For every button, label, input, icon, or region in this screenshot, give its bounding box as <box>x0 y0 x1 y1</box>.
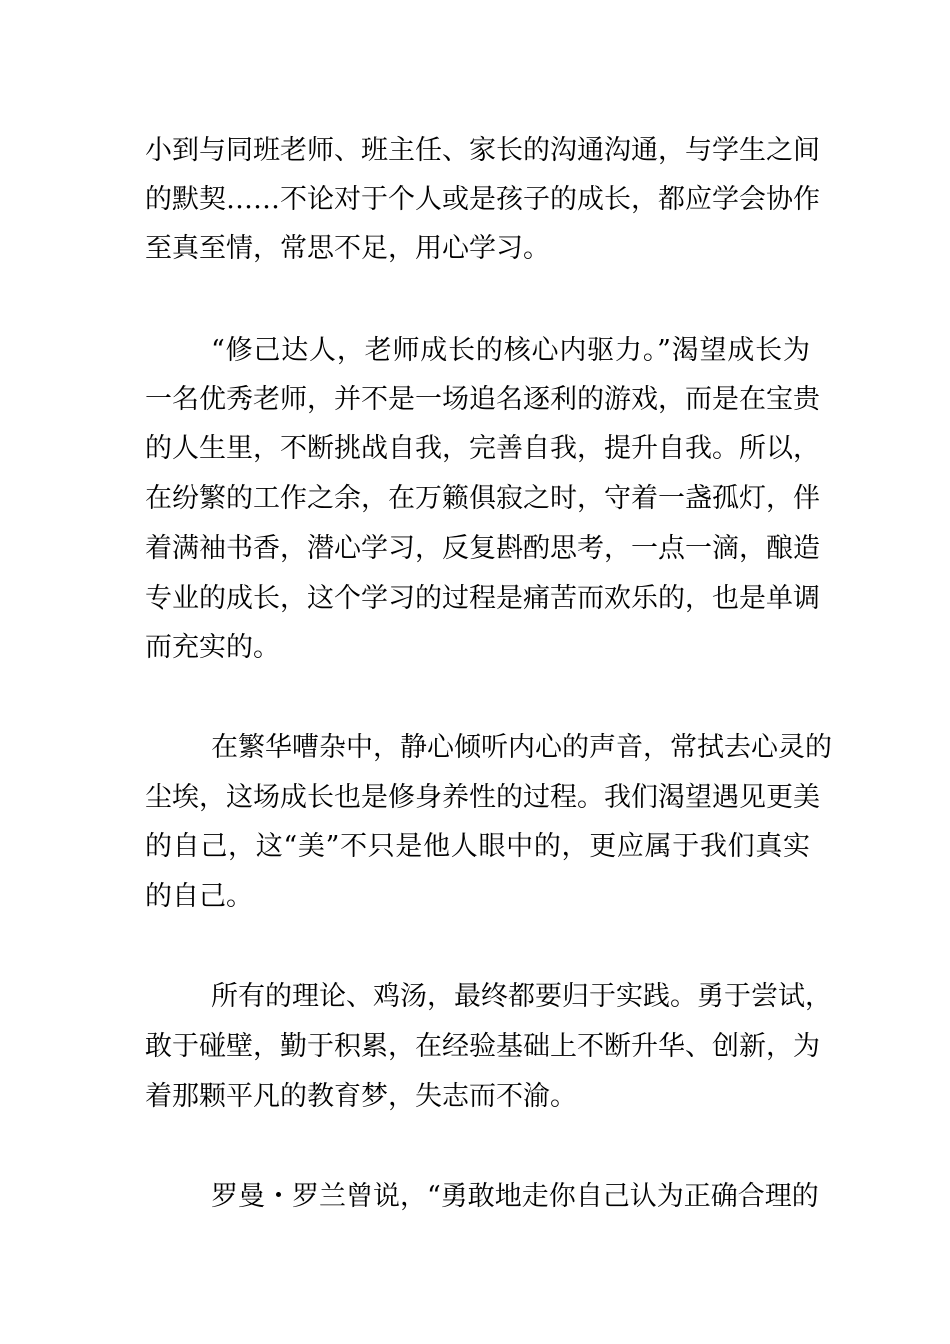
text-line: 尘埃，这场成长也是修身养性的过程。我们渴望遇见更美 <box>145 782 820 813</box>
text-line: 而充实的。 <box>145 632 280 663</box>
text-line: 所有的理论、鸡汤，最终都要归于实践。勇于尝试， <box>211 981 832 1012</box>
text-line: 的自己。 <box>145 881 253 912</box>
text-line: 在繁华嘈杂中，静心倾听内心的声音，常拭去心灵的 <box>211 732 832 763</box>
text-line: 专业的成长，这个学习的过程是痛苦而欢乐的，也是单调 <box>145 583 820 614</box>
text-line: 小到与同班老师、班主任、家长的沟通沟通，与学生之间 <box>145 135 820 166</box>
text-line: 着满袖书香，潜心学习，反复斟酌思考，一点一滴，酿造 <box>145 533 820 564</box>
text-line: “修己达人，老师成长的核心内驱力。”渴望成长为 <box>211 335 810 366</box>
text-line: 罗曼・罗兰曾说，“勇敢地走你自己认为正确合理的 <box>211 1181 819 1212</box>
text-line: 在纷繁的工作之余，在万籁俱寂之时，守着一盏孤灯，伴 <box>145 483 820 514</box>
text-line: 一名优秀老师，并不是一场追名逐利的游戏，而是在宝贵 <box>145 384 820 415</box>
text-line: 的自己，这“美”不只是他人眼中的，更应属于我们真实 <box>145 831 810 862</box>
text-line: 着那颗平凡的教育梦，失志而不渝。 <box>145 1081 577 1112</box>
text-line: 的默契……不论对于个人或是孩子的成长，都应学会协作 <box>145 184 820 215</box>
text-line: 敢于碰壁，勤于积累，在经验基础上不断升华、创新，为 <box>145 1031 820 1062</box>
text-line: 至真至情，常思不足，用心学习。 <box>145 233 550 264</box>
text-line: 的人生里，不断挑战自我，完善自我，提升自我。所以， <box>145 433 820 464</box>
